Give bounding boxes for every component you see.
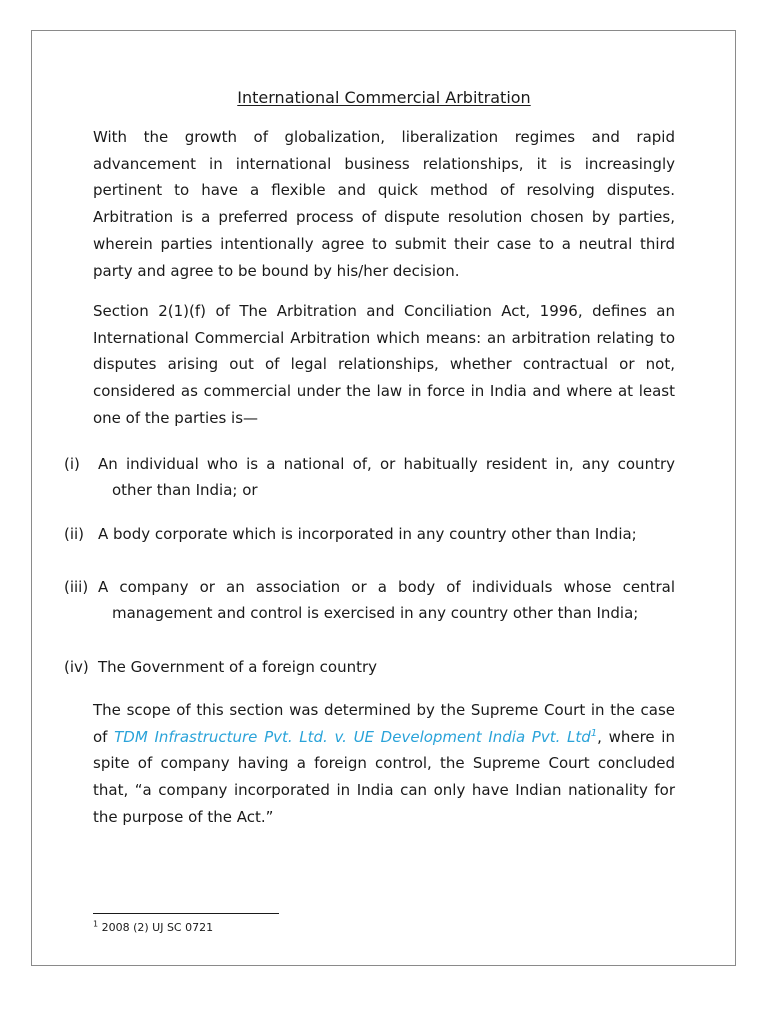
list-item-continuation: other than India; or <box>112 481 258 499</box>
definition-paragraph: Section 2(1)(f) of The Arbitration and Conciliation Act, 1996, defines an International Commercial Arbitration which means: an arbitration relating to disputes arising out of legal relationships, whether contractual or not, considered as commercial under the law in force in India and where at least one of the parties is— <box>93 302 675 427</box>
list-item-text: A company or an association or a body of individuals whose central <box>98 578 675 596</box>
scope-text-after: , where in spite of company having a foreign control, the Supreme Court concluded that, “a company incorporated in India can only have Indian nationality for the purpose of the Act.” <box>93 727 675 826</box>
list-marker: (iv) <box>64 658 89 676</box>
list-item-continuation: management and control is exercised in any country other than India; <box>112 604 639 622</box>
intro-paragraph: With the growth of globalization, liberalization regimes and rapid advancement in international business relationships, it is increasingly pertinent to have a flexible and quick method of resolving disputes. Arbitration is a preferred process of dispute resolution chosen by parties, wherein parties intentionally agree to submit their case to a neutral third party and agree to be bound by his/her decision. <box>93 128 675 280</box>
list-marker: (iii) <box>64 578 89 596</box>
list-marker: (ii) <box>64 525 85 543</box>
footnote-divider <box>93 913 279 914</box>
footnote-text: 2008 (2) UJ SC 0721 <box>98 921 214 934</box>
list-item-text: A body corporate which is incorporated in any country other than India; <box>98 525 637 543</box>
list-item-text: The Government of a foreign country <box>98 658 378 676</box>
list-item <box>64 654 675 680</box>
list-marker: (i) <box>64 455 80 473</box>
footnote-number: 1 <box>93 919 99 929</box>
scope-text-before: The scope of this section was determined by the Supreme Court in the case of <box>93 701 675 746</box>
footnote-reference[interactable]: 1 <box>590 727 598 739</box>
list-item-text: An individual who is a national of, or habitually resident in, any country <box>98 455 675 473</box>
case-citation-link[interactable]: TDM Infrastructure Pvt. Ltd. v. UE Development India Pvt. Ltd <box>114 727 591 746</box>
list-item <box>64 574 675 626</box>
list-item-line <box>64 451 675 477</box>
scope-paragraph <box>93 697 675 831</box>
list-item-line <box>64 574 675 600</box>
list-item <box>64 451 675 503</box>
footnote <box>93 921 213 935</box>
list-item <box>64 521 675 547</box>
document-title: International Commercial Arbitration <box>237 88 531 107</box>
